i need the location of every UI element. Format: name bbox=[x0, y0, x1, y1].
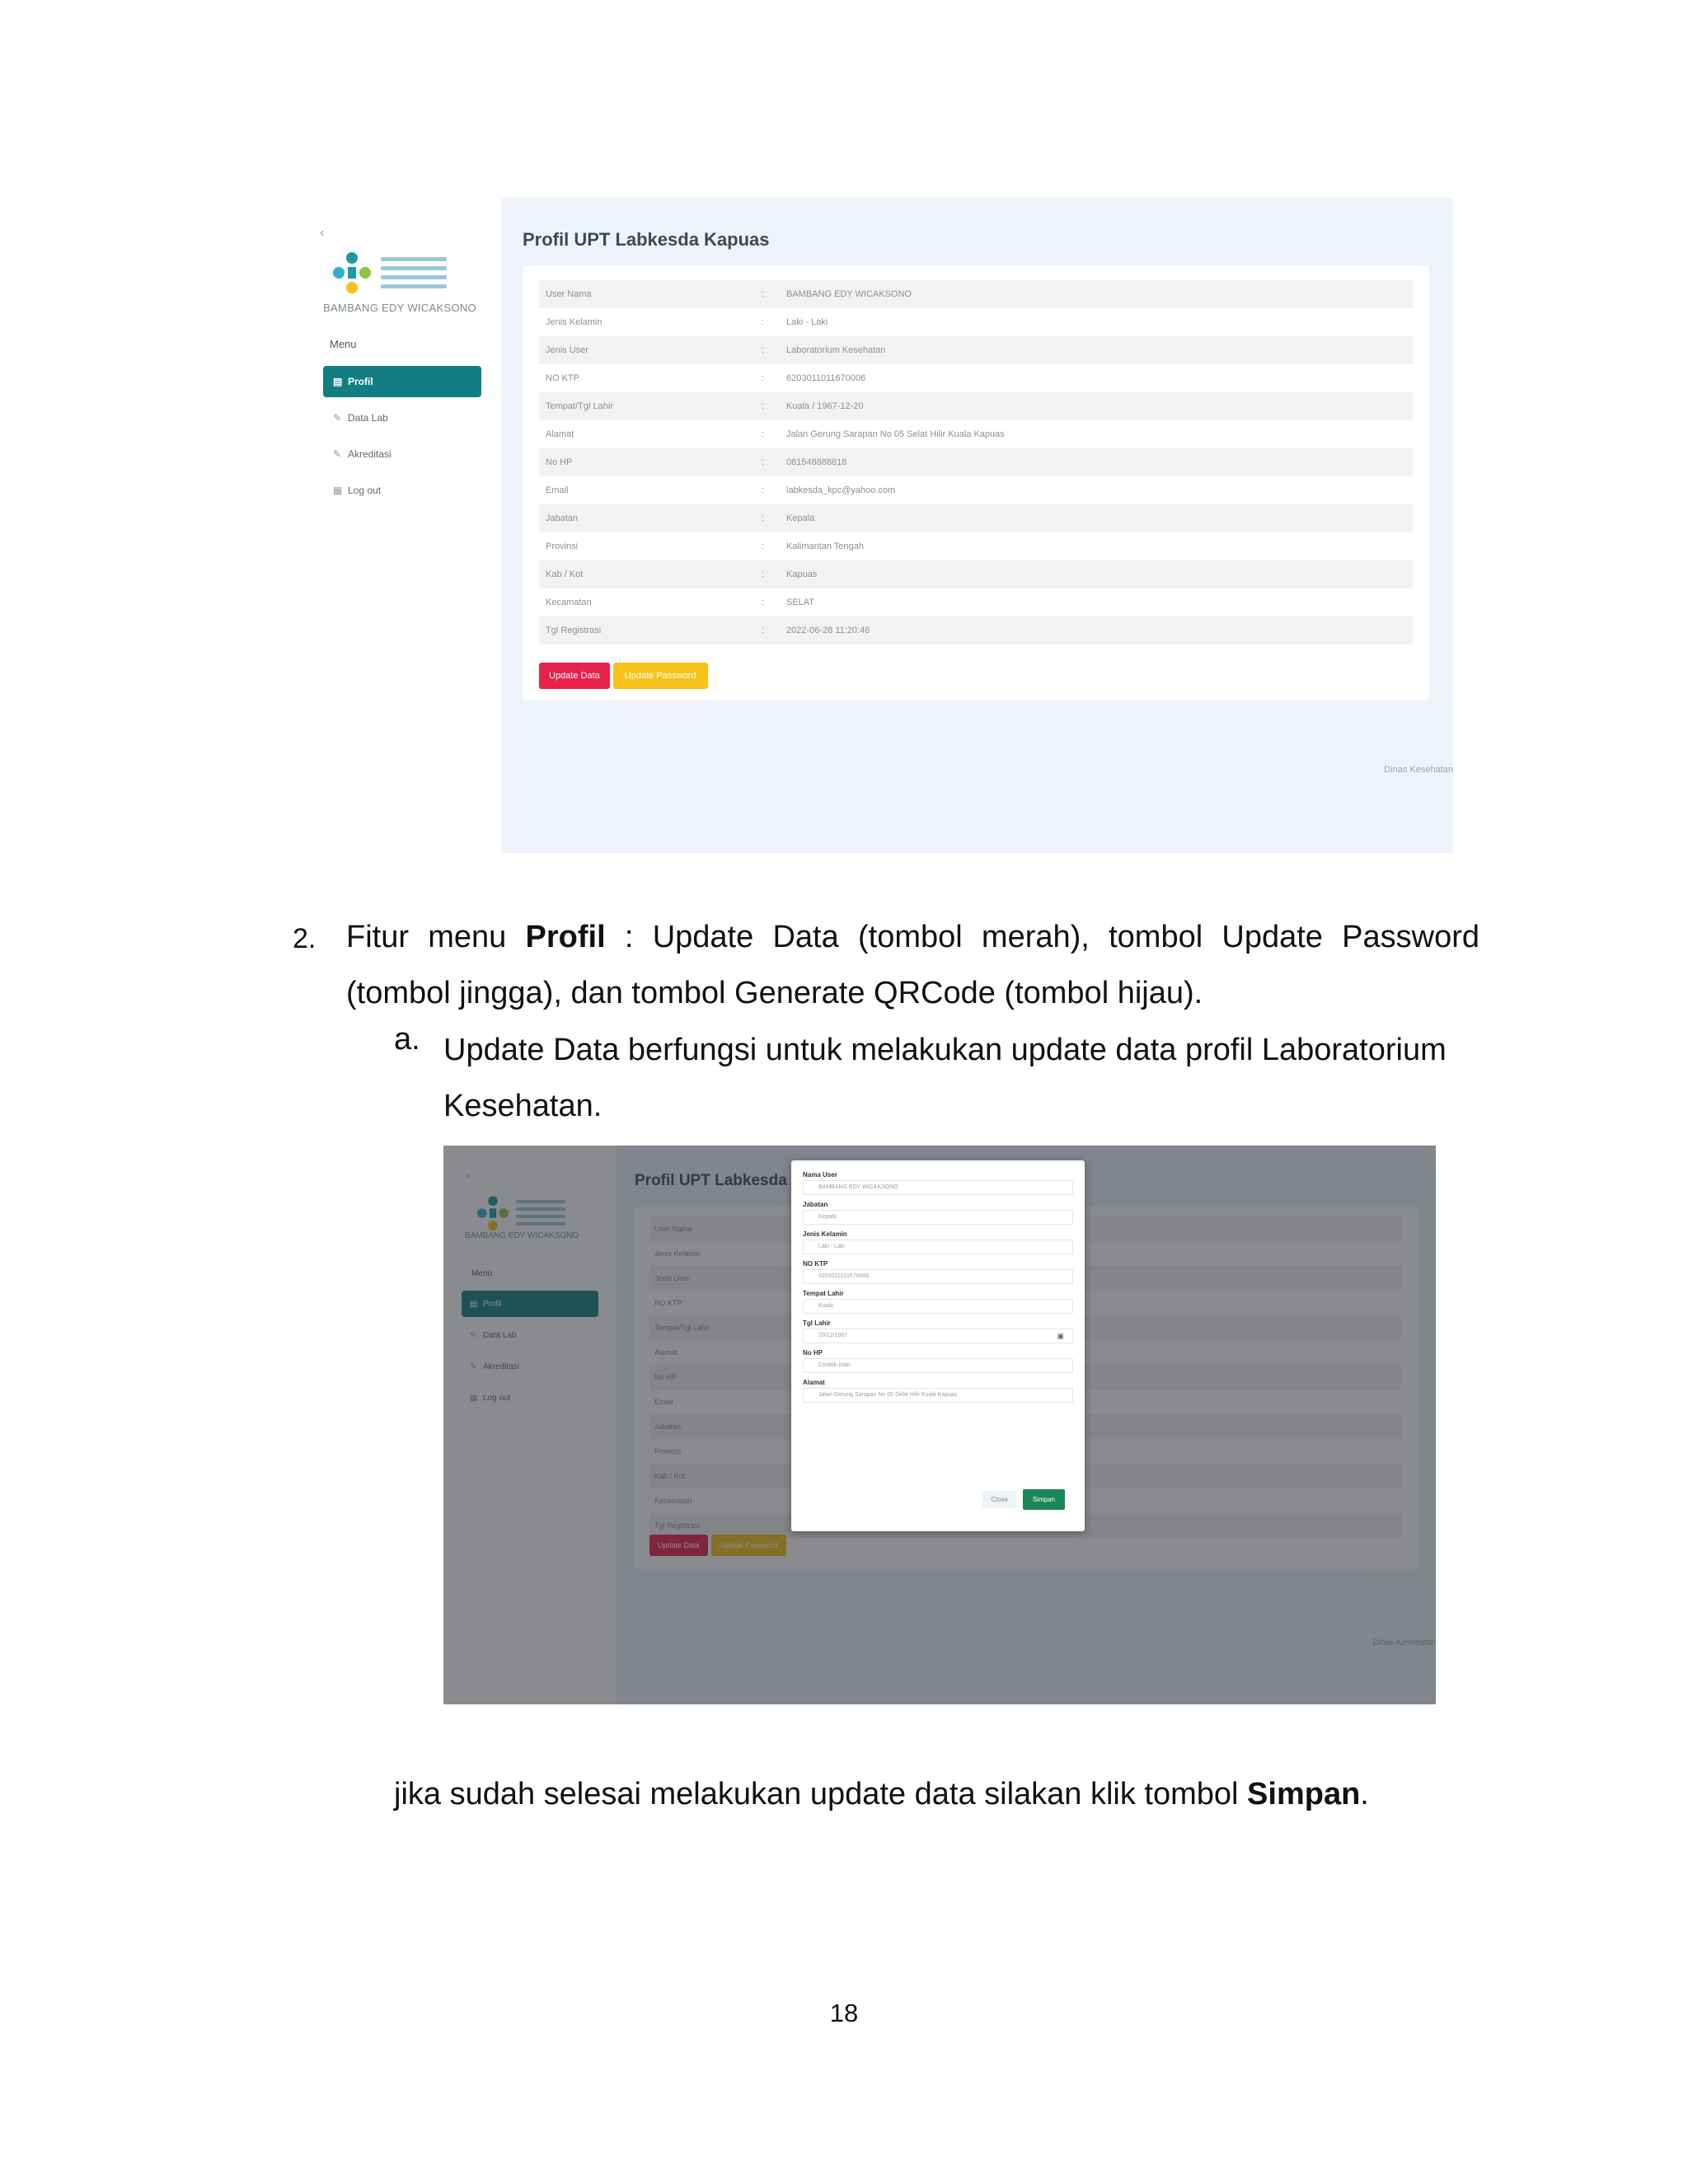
screenshot-profile bbox=[312, 198, 1453, 853]
row-key: Provinsi bbox=[546, 541, 579, 551]
sidebar-nav bbox=[323, 366, 481, 511]
row-separator: : bbox=[762, 317, 765, 327]
table-row bbox=[539, 392, 1413, 420]
nama-user-input[interactable]: BAMBANG EDY WICAKSONO bbox=[803, 1180, 1073, 1195]
table-row bbox=[539, 588, 1413, 616]
grid-icon: ▦ bbox=[333, 485, 343, 496]
field-label: No HP bbox=[803, 1349, 823, 1357]
sidebar-toggle-icon[interactable]: ‹ bbox=[320, 226, 325, 240]
sidebar-item-logout[interactable] bbox=[323, 475, 481, 506]
sub-list-letter: a. bbox=[394, 1022, 420, 1057]
no-ktp-input[interactable]: 6203011011670006 bbox=[803, 1269, 1073, 1284]
jabatan-input[interactable]: Kepala bbox=[803, 1210, 1073, 1225]
row-key: Email bbox=[546, 485, 569, 495]
row-separator: : bbox=[762, 485, 765, 495]
row-key: Alamat bbox=[546, 429, 574, 439]
jenis-kelamin-select[interactable]: Laki - Laki bbox=[803, 1240, 1073, 1254]
row-separator: : bbox=[762, 541, 765, 551]
table-row bbox=[539, 504, 1413, 532]
row-separator: : bbox=[762, 429, 765, 439]
field-label: Nama User bbox=[803, 1171, 837, 1179]
row-value: SELAT bbox=[786, 598, 815, 607]
row-value: 2022-06-28 11:20:46 bbox=[786, 626, 870, 635]
sidebar bbox=[312, 198, 495, 853]
update-data-button[interactable]: Update Data bbox=[539, 663, 610, 689]
table-row bbox=[539, 448, 1413, 476]
logo-text bbox=[381, 257, 447, 293]
row-value: Kalimantan Tengah bbox=[786, 541, 864, 551]
page-number: 18 bbox=[829, 1999, 859, 2027]
table-row bbox=[539, 616, 1413, 644]
menu-heading: Menu bbox=[330, 338, 357, 350]
row-key: Kecamatan bbox=[546, 598, 592, 607]
document-icon: ▤ bbox=[333, 376, 343, 387]
row-value: Laki - Laki bbox=[786, 317, 828, 327]
screenshot-update-modal bbox=[443, 1146, 1436, 1704]
profile-card bbox=[523, 265, 1429, 701]
row-key: Jabatan bbox=[546, 513, 579, 523]
field-label: Alamat bbox=[803, 1379, 825, 1386]
table-row bbox=[539, 420, 1413, 448]
row-value: labkesda_kpc@yahoo.com bbox=[786, 485, 896, 495]
edit-icon: ✎ bbox=[333, 412, 342, 424]
close-button[interactable]: Close bbox=[982, 1491, 1015, 1508]
table-row bbox=[539, 308, 1413, 336]
form-field bbox=[803, 1200, 1073, 1225]
row-separator: : bbox=[762, 345, 765, 355]
field-label: Jabatan bbox=[803, 1201, 828, 1208]
closing-text: jika sudah selesai melakukan update data silakan klik tombol bbox=[394, 1777, 1248, 1811]
sidebar-item-label: Profil bbox=[348, 376, 373, 387]
edit-icon: ✎ bbox=[333, 448, 342, 460]
calendar-icon[interactable]: ▣ bbox=[1057, 1332, 1064, 1340]
alamat-input[interactable]: Jalan Gerung Sarapan No 05 Selat Hilir Kuala Kapuas bbox=[803, 1388, 1073, 1403]
field-label: Jenis Kelamin bbox=[803, 1230, 847, 1238]
row-separator: : bbox=[762, 401, 765, 411]
row-key: Kab / Kot bbox=[546, 569, 584, 579]
simpan-button[interactable]: Simpan bbox=[1023, 1489, 1065, 1510]
form-field bbox=[803, 1289, 1073, 1314]
row-key: No HP bbox=[546, 457, 573, 467]
main-content bbox=[501, 198, 1453, 853]
date-value: 20/12/1967 bbox=[818, 1333, 848, 1338]
closing-sentence bbox=[394, 1777, 1369, 1812]
row-value: Kuala / 1967-12-20 bbox=[786, 401, 864, 411]
para-intro: Fitur menu bbox=[346, 920, 526, 954]
row-key: Jenis Kelamin bbox=[546, 317, 603, 327]
profile-actions bbox=[539, 663, 708, 689]
closing-end: . bbox=[1360, 1777, 1369, 1811]
row-separator: : bbox=[762, 457, 765, 467]
modal-actions bbox=[982, 1489, 1065, 1510]
logo-icon bbox=[328, 249, 376, 297]
field-label: Tgl Lahir bbox=[803, 1319, 831, 1327]
tgl-lahir-input[interactable] bbox=[803, 1329, 1073, 1343]
table-row bbox=[539, 336, 1413, 364]
field-label: NO KTP bbox=[803, 1260, 828, 1268]
row-separator: : bbox=[762, 373, 765, 383]
table-row bbox=[539, 364, 1413, 392]
row-key: Jenis User bbox=[546, 345, 588, 355]
sidebar-item-akreditasi[interactable] bbox=[323, 438, 481, 470]
sidebar-user-name: BAMBANG EDY WICAKSONO bbox=[323, 302, 476, 314]
field-label: Tempat Lahir bbox=[803, 1290, 844, 1297]
form-field bbox=[803, 1230, 1073, 1254]
list-number: 2. bbox=[293, 923, 316, 954]
form-field bbox=[803, 1319, 1073, 1343]
profile-table bbox=[539, 280, 1413, 644]
row-key: Tempat/Tgl Lahir bbox=[546, 401, 613, 411]
footer-text: Dinas Kesehatan bbox=[1384, 765, 1453, 775]
page-title: Profil UPT Labkesda Kapuas bbox=[523, 229, 770, 250]
closing-bold: Simpan bbox=[1247, 1777, 1361, 1811]
table-row bbox=[539, 560, 1413, 588]
sub-paragraph: Update Data berfungsi untuk melakukan update data profil Laboratorium Kesehatan. bbox=[443, 1033, 1447, 1123]
row-separator: : bbox=[762, 569, 765, 579]
row-value: Kepala bbox=[786, 513, 815, 523]
table-row bbox=[539, 476, 1413, 504]
para-rest: : Update Data (tombol merah), tombol Update Password (tombol jingga), dan tombol Generate QRCode (tombol hijau). bbox=[346, 920, 1480, 1010]
update-data-modal bbox=[791, 1160, 1085, 1531]
row-value: BAMBANG EDY WICAKSONO bbox=[786, 289, 912, 299]
row-value: 081548888818 bbox=[786, 457, 847, 467]
row-key: NO KTP bbox=[546, 373, 579, 383]
form-field bbox=[803, 1378, 1073, 1403]
row-separator: : bbox=[762, 598, 765, 607]
no-hp-input[interactable]: Contoh isian bbox=[803, 1358, 1073, 1373]
form-field bbox=[803, 1259, 1073, 1284]
row-value: Laboratorium Kesehatan bbox=[786, 345, 886, 355]
sidebar-item-label: Log out bbox=[348, 485, 382, 496]
row-separator: : bbox=[762, 626, 765, 635]
sidebar-item-profil[interactable] bbox=[323, 366, 481, 397]
row-separator: : bbox=[762, 513, 765, 523]
table-row bbox=[539, 280, 1413, 308]
row-separator: : bbox=[762, 289, 765, 299]
sidebar-item-data-lab[interactable] bbox=[323, 402, 481, 434]
table-row bbox=[539, 532, 1413, 560]
feature-paragraph bbox=[346, 909, 1479, 1021]
row-value: 6203011011670006 bbox=[786, 373, 866, 383]
tempat-lahir-input[interactable]: Kuala bbox=[803, 1299, 1073, 1314]
sidebar-item-label: Akreditasi bbox=[348, 448, 392, 460]
row-value: Kapuas bbox=[786, 569, 818, 579]
update-password-button[interactable]: Update Password bbox=[613, 663, 708, 689]
form-field bbox=[803, 1348, 1073, 1373]
para-bold: Profil bbox=[525, 920, 606, 954]
row-value: Jalan Gerung Sarapan No 05 Selat Hilir Kuala Kapuas bbox=[786, 429, 1005, 439]
sidebar-item-label: Data Lab bbox=[348, 412, 388, 424]
row-key: Tgl Registrasi bbox=[546, 626, 602, 635]
row-key: User Nama bbox=[546, 289, 592, 299]
form-field bbox=[803, 1170, 1073, 1195]
